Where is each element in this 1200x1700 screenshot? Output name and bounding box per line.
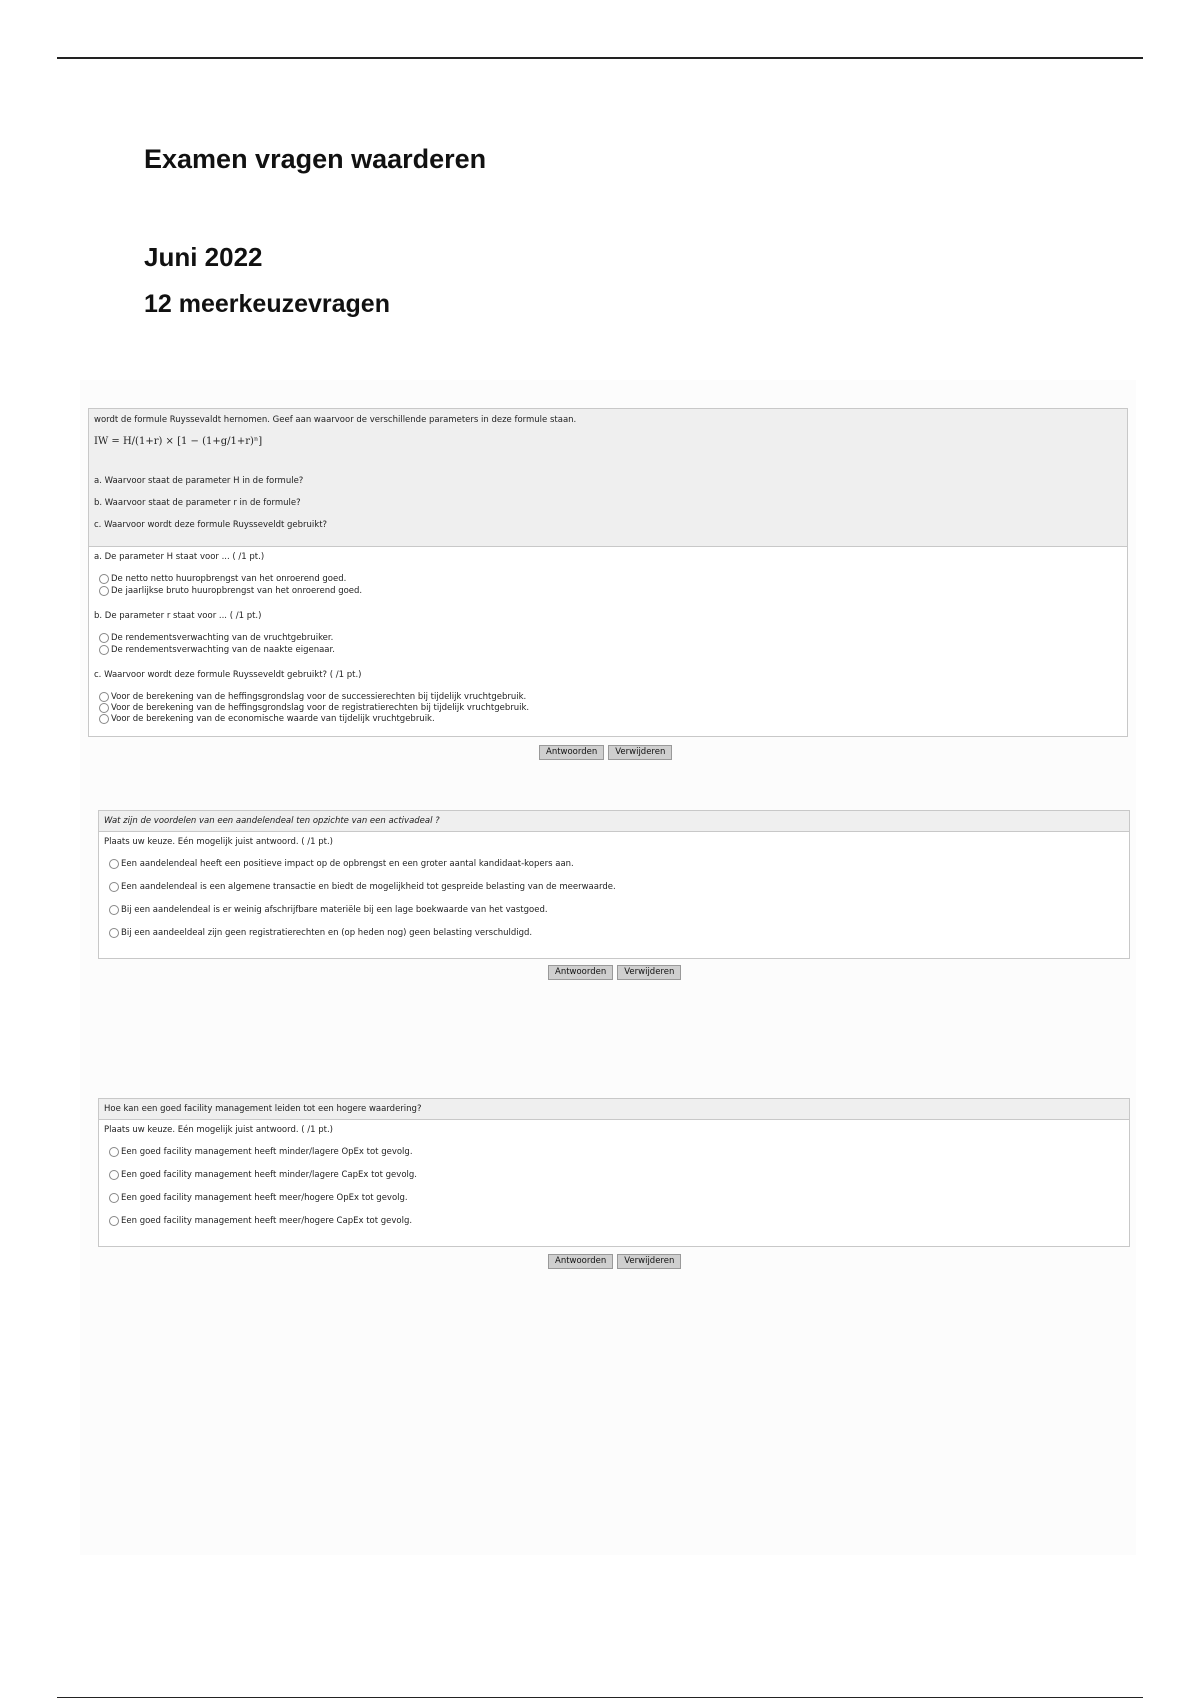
- radio-button[interactable]: [109, 1170, 119, 1180]
- question-3-option-1[interactable]: [109, 1147, 413, 1157]
- question-3-header: [99, 1099, 1129, 1120]
- radio-button[interactable]: [99, 692, 109, 702]
- top-rule: [57, 57, 1143, 59]
- question-2-header: [99, 811, 1129, 832]
- document-date: Juni 2022: [144, 242, 263, 272]
- part-a-option-2[interactable]: [99, 586, 362, 596]
- radio-button[interactable]: [109, 928, 119, 938]
- part-c-option-3[interactable]: [99, 714, 435, 724]
- option-label: Een goed facility management heeft minder/lagere OpEx tot gevolg.: [121, 1147, 413, 1157]
- radio-button[interactable]: [99, 633, 109, 643]
- answer-button[interactable]: Antwoorden: [548, 1254, 613, 1269]
- embedded-screenshot: [80, 380, 1136, 1555]
- option-label: Een goed facility management heeft meer/hogere OpEx tot gevolg.: [121, 1193, 408, 1203]
- option-label: Voor de berekening van de heffingsgrondslag voor de successierechten bij tijdelijk vruchtgebruik.: [111, 692, 527, 702]
- option-label: Een goed facility management heeft minder/lagere CapEx tot gevolg.: [121, 1170, 417, 1180]
- option-label: Bij een aandelendeal is er weinig afschrijfbare materiële bij een lage boekwaarde van het vastgoed.: [121, 905, 548, 915]
- part-c-option-1[interactable]: [99, 692, 526, 702]
- radio-button[interactable]: [99, 586, 109, 596]
- question-3-title: Hoe kan een goed facility management leiden tot een hogere waardering?: [104, 1104, 422, 1114]
- option-label: Een goed facility management heeft meer/hogere CapEx tot gevolg.: [121, 1216, 413, 1226]
- question-3-actions: [548, 1254, 681, 1269]
- option-label: Bij een aandeeldeal zijn geen registratierechten en (op heden nog) geen belasting verschuldigd.: [121, 928, 533, 938]
- answer-button[interactable]: Antwoorden: [548, 965, 613, 980]
- delete-button[interactable]: Verwijderen: [608, 745, 672, 760]
- question-2-title: Wat zijn de voordelen van een aandelendeal ten opzichte van een activadeal ?: [104, 816, 440, 826]
- part-c-label: c. Waarvoor wordt deze formule Ruysseveldt gebruikt? ( /1 pt.): [94, 670, 362, 680]
- part-b-option-1[interactable]: [99, 633, 333, 643]
- question-3-option-4[interactable]: [109, 1216, 412, 1226]
- option-label: De jaarlijkse bruto huuropbrengst van het onroerend goed.: [111, 586, 363, 596]
- radio-button[interactable]: [109, 905, 119, 915]
- option-label: Voor de berekening van de heffingsgrondslag voor de registratierechten bij tijdelijk vruchtgebruik.: [111, 703, 530, 713]
- bottom-rule: [57, 1697, 1143, 1698]
- part-a-label: a. De parameter H staat voor ... ( /1 pt.): [94, 552, 265, 562]
- question-3-option-3[interactable]: [109, 1193, 408, 1203]
- radio-button[interactable]: [99, 645, 109, 655]
- ruysseveldt-formula: IW = H/(1+r) × [1 − (1+g/1+r)ⁿ]: [94, 436, 263, 447]
- question-3-instruction: Plaats uw keuze. Eén mogelijk juist antwoord. ( /1 pt.): [104, 1125, 333, 1135]
- part-c-option-2[interactable]: [99, 703, 529, 713]
- question-1: [88, 408, 1128, 737]
- option-label: Voor de berekening van de economische waarde van tijdelijk vruchtgebruik.: [111, 714, 435, 724]
- question-2-option-2[interactable]: [109, 882, 616, 892]
- document-subtitle: 12 meerkeuzevragen: [144, 290, 390, 318]
- radio-button[interactable]: [109, 1147, 119, 1157]
- question-2-actions: [548, 965, 681, 980]
- option-label: De rendementsverwachting van de naakte eigenaar.: [111, 645, 335, 655]
- option-label: Een aandelendeal is een algemene transactie en biedt de mogelijkheid tot gespreide belasting van de meerwaarde.: [121, 882, 616, 892]
- question-3-option-2[interactable]: [109, 1170, 417, 1180]
- delete-button[interactable]: Verwijderen: [617, 1254, 681, 1269]
- radio-button[interactable]: [99, 574, 109, 584]
- radio-button[interactable]: [109, 1216, 119, 1226]
- radio-button[interactable]: [99, 714, 109, 724]
- part-b-label: b. De parameter r staat voor ... ( /1 pt.): [94, 611, 262, 621]
- question-3: [98, 1098, 1130, 1247]
- option-label: Een aandelendeal heeft een positieve impact op de opbrengst en een groter aantal kandidaat-kopers aan.: [121, 859, 574, 869]
- part-a-option-1[interactable]: [99, 574, 346, 584]
- question-1-prompt-a: a. Waarvoor staat de parameter H in de formule?: [94, 476, 304, 486]
- document-title: Examen vragen waarderen: [144, 144, 487, 174]
- part-b-option-2[interactable]: [99, 645, 335, 655]
- question-1-prompt-c: c. Waarvoor wordt deze formule Ruysseveldt gebruikt?: [94, 520, 328, 530]
- option-label: De rendementsverwachting van de vruchtgebruiker.: [111, 633, 334, 643]
- radio-button[interactable]: [99, 703, 109, 713]
- delete-button[interactable]: Verwijderen: [617, 965, 681, 980]
- answer-button[interactable]: Antwoorden: [539, 745, 604, 760]
- radio-button[interactable]: [109, 882, 119, 892]
- question-2-option-3[interactable]: [109, 905, 548, 915]
- question-2-instruction: Plaats uw keuze. Eén mogelijk juist antwoord. ( /1 pt.): [104, 837, 333, 847]
- question-2: [98, 810, 1130, 959]
- option-label: De netto netto huuropbrengst van het onroerend goed.: [111, 574, 347, 584]
- question-2-option-1[interactable]: [109, 859, 574, 869]
- question-1-header: [89, 409, 1127, 547]
- radio-button[interactable]: [109, 1193, 119, 1203]
- question-1-actions: [539, 745, 672, 760]
- question-1-prompt-b: b. Waarvoor staat de parameter r in de formule?: [94, 498, 301, 508]
- question-1-intro: wordt de formule Ruyssevaldt hernomen. Geef aan waarvoor de verschillende parameters in deze formule staan.: [94, 415, 577, 425]
- radio-button[interactable]: [109, 859, 119, 869]
- question-2-option-4[interactable]: [109, 928, 532, 938]
